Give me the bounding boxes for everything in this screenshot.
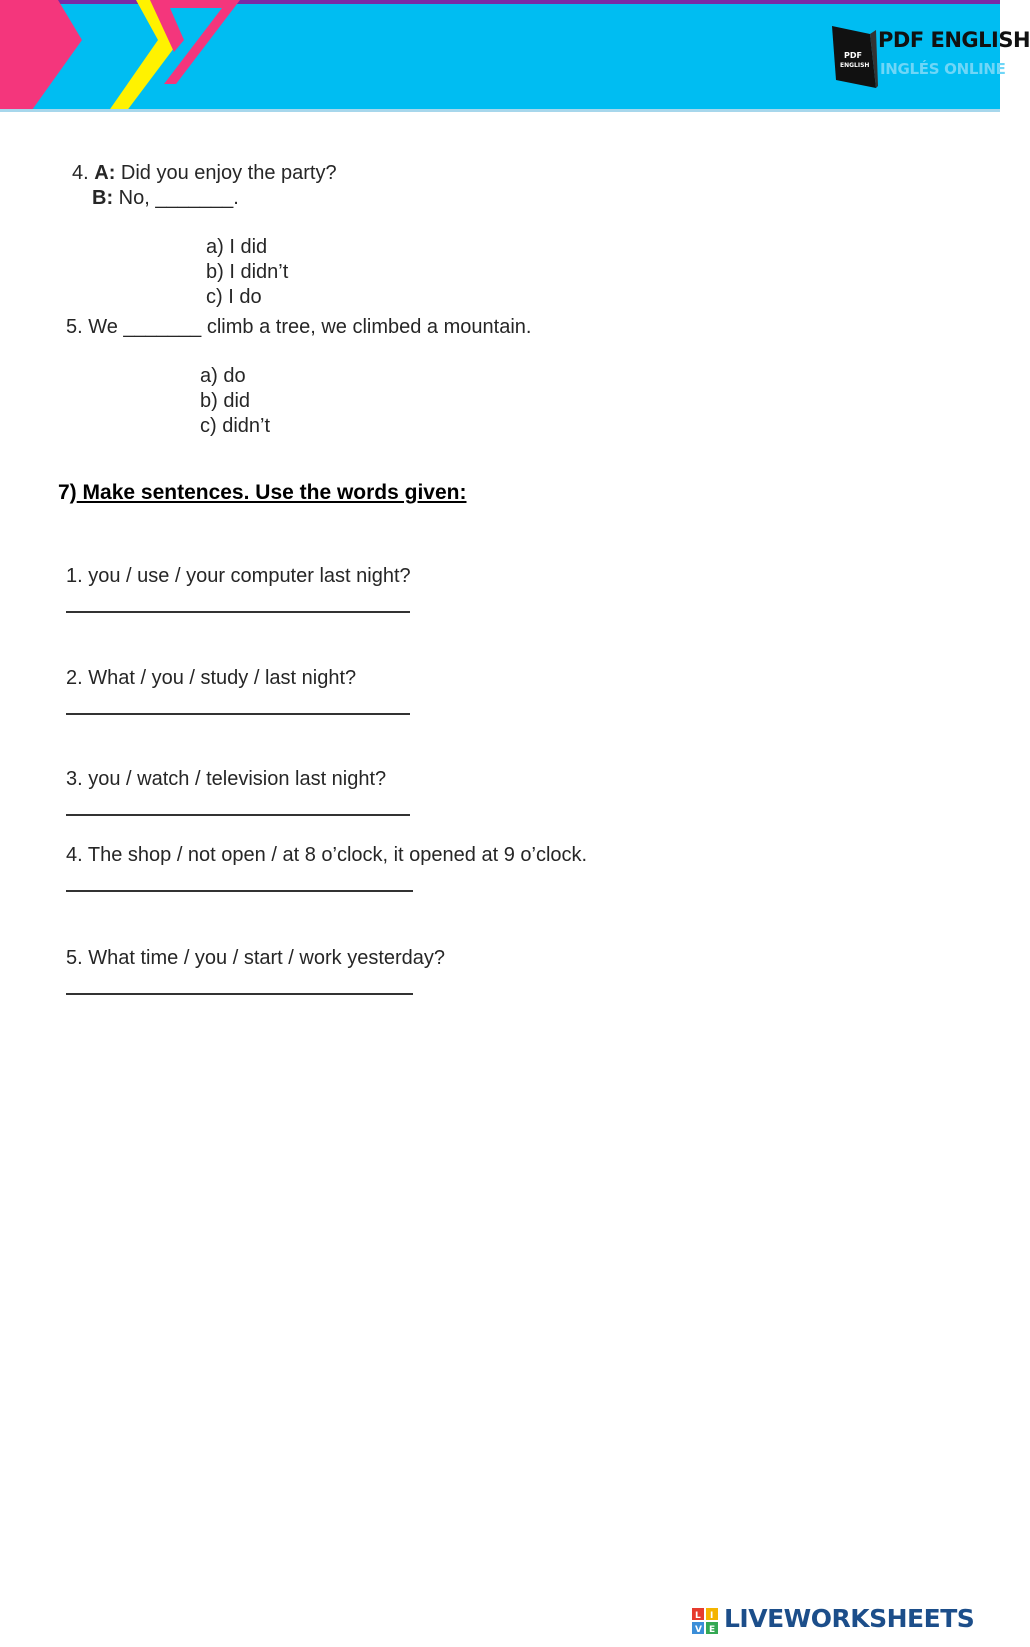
speaker-b-label: B: [92, 187, 114, 209]
pdf-english-logo [830, 24, 1030, 90]
question-4-a-line [72, 161, 337, 185]
answer-line-1[interactable] [66, 611, 410, 613]
icon-letter-e: E [709, 1625, 716, 1635]
sentence-prompt-4: 4. The shop / not open / at 8 o’clock, it opened at 9 o’clock. [66, 844, 588, 866]
book-logo-text-bottom: ENGLISH [840, 62, 870, 69]
book-logo-icon [830, 24, 878, 90]
icon-letter-i: I [710, 1611, 714, 1621]
pink-chevron-left [0, 0, 82, 110]
sentence-prompt-3: 3. you / watch / television last night? [66, 768, 387, 790]
header-banner [0, 0, 1030, 112]
liveworksheets-icon [692, 1608, 718, 1634]
section-number: 7) [58, 481, 77, 504]
section-7-heading [58, 481, 467, 505]
icon-letter-l: L [695, 1611, 701, 1621]
book-logo-text-top: PDF [844, 51, 862, 60]
speaker-a-label: A: [94, 162, 116, 184]
speaker-b-text: No, _______. [118, 187, 239, 209]
answer-line-2[interactable] [66, 713, 410, 715]
answer-line-3[interactable] [66, 814, 410, 816]
question-4-b-line [92, 186, 239, 210]
option-a[interactable]: a) I did [206, 236, 268, 258]
speaker-a-text: Did you enjoy the party? [120, 162, 337, 184]
option-a[interactable]: a) do [200, 365, 246, 387]
logo-subtitle: INGLÉS ONLINE [880, 60, 1006, 78]
question-5-text: 5. We _______ climb a tree, we climbed a mountain. [66, 316, 532, 338]
banner-chevron-decoration [0, 0, 260, 112]
answer-line-5[interactable] [66, 993, 413, 995]
answer-line-4[interactable] [66, 890, 413, 892]
section-title: Make sentences. Use the words given: [76, 481, 467, 504]
option-b[interactable]: b) did [200, 390, 251, 412]
option-c[interactable]: c) didn’t [200, 415, 271, 437]
icon-letter-v: V [695, 1625, 702, 1635]
sentence-prompt-5: 5. What time / you / start / work yesterday? [66, 947, 446, 969]
banner-bottom-border [0, 109, 1000, 112]
sentence-prompt-1: 1. you / use / your computer last night? [66, 565, 411, 587]
logo-title: PDF ENGLISH [878, 28, 1030, 52]
sentence-prompt-2: 2. What / you / study / last night? [66, 667, 357, 689]
liveworksheets-brand-text: LIVEWORKSHEETS [724, 1604, 975, 1633]
option-b[interactable]: b) I didn’t [206, 261, 289, 283]
question-number: 4. [72, 162, 89, 184]
option-c[interactable]: c) I do [206, 286, 262, 308]
